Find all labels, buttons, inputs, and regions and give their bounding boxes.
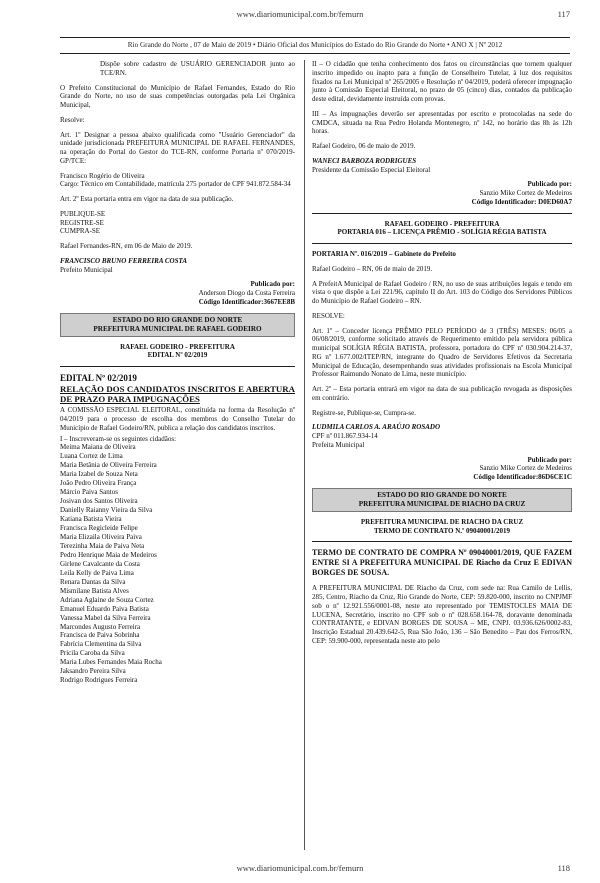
candidate-name: Maria Lubes Fernandes Maia Rocha xyxy=(60,658,162,667)
section-subtitle: EDITAL Nº 02/2019 xyxy=(147,351,208,360)
section-separator xyxy=(312,541,572,542)
edital-date: Rafael Godeiro, 06 de maio de 2019. xyxy=(312,142,416,150)
candidate-name: Marcondes Augusto Ferreira xyxy=(60,622,141,631)
contract-section-subtitle: TERMO DE CONTRATO N.º 09040001/2019 xyxy=(373,526,511,535)
candidate-name: Vanessa Mabel da Silva Ferreira xyxy=(60,613,151,622)
candidate-name: Rodrigo Rodrigues Ferreira xyxy=(60,676,138,685)
candidate-name: Francisca Regicleide Felipe xyxy=(60,524,138,533)
contract-section-title: PREFEITURA MUNICIPAL DE RIACHO DA CRUZ xyxy=(360,517,524,526)
portaria-art1: Art. 1º – Conceder licença PRÊMIO PELO PERÍODO de 3 (TRÊS) MESES: 06/05 a 06/08/2019, conforme solicitado através de Requerimento emitido pela servidora pública municipal SOLÍGIA RÉGIA BATISTA, professora, portadora do CPF nº 030.904.214-37, RG nº 1.677.002/ITEP/RN, integrante do Quadro de Servidores Efetivos da Secretaria Municipal de Educação, desempenhando suas atividades profissionais na Escola Municipal Professor Raimundo Nonato de Lima, neste município. xyxy=(312,326,572,379)
portaria-section-title: RAFAEL GODEIRO - PREFEITURA xyxy=(384,219,500,228)
dispoe-text: Dispõe sobre cadastro de USUÁRIO GERENCIADOR junto ao TCE/RN. xyxy=(100,60,295,77)
section-separator xyxy=(60,366,295,367)
portaria-signature-cpf: CPF nº 011.867.934-14 xyxy=(312,432,378,440)
banner-state: ESTADO DO RIO GRANDE DO NORTE xyxy=(377,490,507,499)
candidate-name: Emanuel Eduardo Paiva Batista xyxy=(60,604,149,613)
portaria-number: PORTARIA Nº. 016/2019 – Gabinete do Prefeito xyxy=(312,250,456,258)
candidate-name: Renara Dantas da Silva xyxy=(60,577,126,586)
identifier-code: Código Identificador: D0ED60A7 xyxy=(471,197,572,206)
section-title: RAFAEL GODEIRO - PREFEITURA xyxy=(120,342,235,351)
date-text: Rafael Fernandes-RN, em 06 de Maio de 2019. xyxy=(60,242,193,250)
candidate-name: Maria Betânia de Oliveira Ferreira xyxy=(60,461,157,470)
cumpra-se: CUMPRA-SE xyxy=(60,227,101,236)
header-rule-top xyxy=(60,37,570,38)
candidate-name: Fabrícia Clementina da Silva xyxy=(60,640,142,649)
candidate-list xyxy=(60,443,295,685)
column-divider xyxy=(304,60,305,850)
registre-se: REGISTRE-SE xyxy=(60,218,104,227)
art2-text: Art. 2º Esta portaria entra em vigor na data de sua publicação. xyxy=(60,195,234,203)
edital-signature-name: WANECI BARBOZA RODRIGUES xyxy=(312,156,417,165)
candidate-name: Adriana Aglaine de Souza Cortez xyxy=(60,595,154,604)
section-separator xyxy=(312,213,572,214)
section-separator xyxy=(312,243,572,244)
portaria-resolve: RESOLVE: xyxy=(312,311,345,320)
relacao-heading: RELAÇÃO DOS CANDIDATOS INSCRITOS E ABERTURA DE PRAZO PARA IMPUGNAÇÕES xyxy=(60,384,295,405)
candidate-name: Leila Kelly de Paiva Lima xyxy=(60,568,134,577)
published-by-title: Publicado por: xyxy=(527,180,572,189)
portaria-signature-name: LUDMILA CARLOS A. ARAÚJO ROSADO xyxy=(312,423,441,432)
header-rule-bottom xyxy=(60,53,570,54)
edital-item-ii: II – O cidadão que tenha conhecimento dos fatos ou circunstâncias que tornem qualquer inscrito impedido ou inapto para a função de Conselheiro Tutelar, à luz dos requisitos fixados na Lei Municipal nº 265/2005 e Resolução nº 04/2019, poderá oferecer impugnação junto à Comissão Especial Eleitoral, no prazo de 05 (cinco) dias, contados da publicação deste edital, devidamente instruída com provas. xyxy=(312,60,572,103)
person-name: Francisco Rogério de Oliveira xyxy=(60,171,145,180)
right-column xyxy=(312,60,572,652)
contract-body: A PREFEITURA MUNICIPAL DE Riacho da Cruz, com sede na: Rua Camilo de Lellis, 285, Centro, Riacho da Cruz, Rio Grande do Norte, CEP: 59.820-000, inscrito no CNPJMF sob o nº 12.921.556/0001-08, neste ato representado por TEMISTOCLES MAIA DE LUCENA, Secretário, inscrito no CPF sob o nº 028.658.164-78, doravante denominada CONTRATANTE, e EDIVAN BORGES DE SOUSA – ME, CNPJ. 03.936.626/0002-83, Inscrição Estadual 20.439.642-5, Rua São João, 136 – São Benedito – Pau dos Ferros/RN, CEP: 59.900-000, representada neste ato pelo xyxy=(312,584,572,645)
candidate-name: Danielly Raianny Vieira da Silva xyxy=(60,506,153,515)
bottom-page-number: 118 xyxy=(557,863,570,873)
journal-header: Rio Grande do Norte , 07 de Maio de 2019 • Diário Oficial dos Municípios do Estado do Rio Grande do Norte • ANO X | Nº 2012 xyxy=(127,41,503,49)
signature-role: Prefeito Municipal xyxy=(60,265,113,274)
candidate-name: Mismilane Batista Alves xyxy=(60,586,129,595)
resolve-text: Resolve: xyxy=(60,115,85,124)
candidate-name: Katiana Batista Vieira xyxy=(60,515,122,524)
top-page-number: 117 xyxy=(557,9,570,19)
candidate-name: Maria Elizaila Oliveira Paiva xyxy=(60,533,142,541)
edital-signature-role: Presidente da Comissão Especial Eleitoral xyxy=(312,165,431,174)
portaria-art2: Art. 2º – Esta portaria entrará em vigor na data de sua publicação revogada as disposições em contrário. xyxy=(312,385,572,402)
edital-heading: EDITAL Nº 02/2019 xyxy=(60,373,137,383)
candidate-name: Jaksandro Pereira Silva xyxy=(60,667,126,676)
publique-se: PUBLIQUE-SE xyxy=(60,209,106,218)
person-cargo: Cargo: Técnico em Contabilidade, matrícula 275 portador de CPF 941.872.584-34 xyxy=(60,180,291,189)
candidate-name: Pedro Henrique Maia de Medeiros xyxy=(60,550,157,559)
published-by-name: Sanzio Mike Cortez de Medeiros xyxy=(479,189,572,197)
portaria-date: Rafael Godeiro – RN, 06 de maio de 2019. xyxy=(312,264,433,273)
candidate-name: Terezinha Maia de Paiva Neta xyxy=(60,541,145,550)
edital-item-iii: III – As impugnações deverão ser apresentadas por escrito e protocoladas na sede do CMDCA, situada na Rua Pedro Holanda Montenegro, nº 142, no horário das 8h às 12h horas. xyxy=(312,109,572,136)
portaria-section-subtitle: PORTARIA 016 – LICENÇA PRÊMIO - SOLÍGIA RÉGIA BATISTA xyxy=(337,228,547,237)
top-url[interactable]: www.diariomunicipal.com.br/femurn xyxy=(236,9,364,19)
intro-text: O Prefeito Constitucional do Município de Rafael Fernandes, Estado do Rio Grande do Norte, no uso de suas competências outorgadas pela Lei Orgânica Municipal, xyxy=(60,83,295,109)
portaria-registre: Registre-se, Publique-se, Cumpra-se. xyxy=(312,408,417,417)
identifier-code: Código Identificador:86D6CE1C xyxy=(473,473,572,481)
bottom-url[interactable]: www.diariomunicipal.com.br/femurn xyxy=(236,863,364,873)
candidate-name: Maria Izabel de Souza Neta xyxy=(60,470,138,479)
candidate-name: Pricila Caroba da Silva xyxy=(60,649,125,658)
left-column xyxy=(60,60,295,685)
candidate-name: Francisca de Paiva Sobrinha xyxy=(60,631,140,640)
edital-intro: A COMISSÃO ESPECIAL ELEITORAL, constituída na forma da Resolução nº 04/2019 para o processo de escolha dos membros do Conselho Tutelar do Município de Rafael Godeiro/RN, publica a relação dos candidatos inscritos. xyxy=(60,406,295,432)
portaria-signature-role: Prefeita Municipal xyxy=(312,440,365,449)
candidate-name: Meima Maiana de Oliveira xyxy=(60,443,136,452)
candidate-name: Márcio Paiva Santos xyxy=(60,488,118,497)
published-by-name: Anderson Diogo da Costa Ferreira xyxy=(198,289,295,297)
banner-prefeitura: PREFEITURA MUNICIPAL DE RAFAEL GODEIRO xyxy=(93,324,262,333)
list-intro: I – Inscreveram-se os seguintes cidadãos: xyxy=(60,434,177,443)
published-by-title: Publicado por: xyxy=(527,455,572,464)
signature-name: FRANCISCO BRUNO FERREIRA COSTA xyxy=(60,256,188,265)
banner-prefeitura: PREFEITURA MUNICIPAL DE RIACHO DA CRUZ xyxy=(358,499,526,508)
contract-heading: TERMO DE CONTRATO DE COMPRA Nº 09040001/2019, QUE FAZEM ENTRE SI A PREFEITURA MUNICIPAL DE Riacho da Cruz E EDIVAN BORGES DE SOUSA. xyxy=(312,548,572,578)
published-by-name: Sanzio Mike Cortez de Medeiros xyxy=(479,464,572,473)
portaria-intro: A PrefeitA Municipal de Rafael Godeiro / RN, no uso de suas atribuições legais e tendo em vista o que dispõe a Lei 221/96, capítulo II do Art. 103 do Código dos Servidores Públicos do Município de Rafael Godeiro – RN. xyxy=(312,279,572,305)
candidate-name: Girlene Cavalcante da Costa xyxy=(60,559,140,568)
section-banner-rafael-godeiro xyxy=(60,313,295,337)
section-banner-riacho-da-cruz xyxy=(312,488,572,512)
banner-state: ESTADO DO RIO GRANDE DO NORTE xyxy=(112,315,243,324)
art1-text: Art. 1º Designar a pessoa abaixo qualificada como "Usuário Gerenciador" da unidade jurisdicionada PREFEITURA MUNICIPAL DE RAFAEL FERNANDES, na operação do Portal do Gestor do TCE-RN, conforme Portaria nº 070/2019-GP/TCE: xyxy=(60,130,295,165)
published-by-title: Publicado por: xyxy=(250,280,295,289)
identifier-code: Código Identificador:3667EE8B xyxy=(198,297,295,306)
candidate-name: João Pedro Oliveira França xyxy=(60,479,137,488)
candidate-name: Josivan dos Santos Oliveira xyxy=(60,497,138,506)
candidate-name: Luana Cortez de Lima xyxy=(60,452,123,461)
